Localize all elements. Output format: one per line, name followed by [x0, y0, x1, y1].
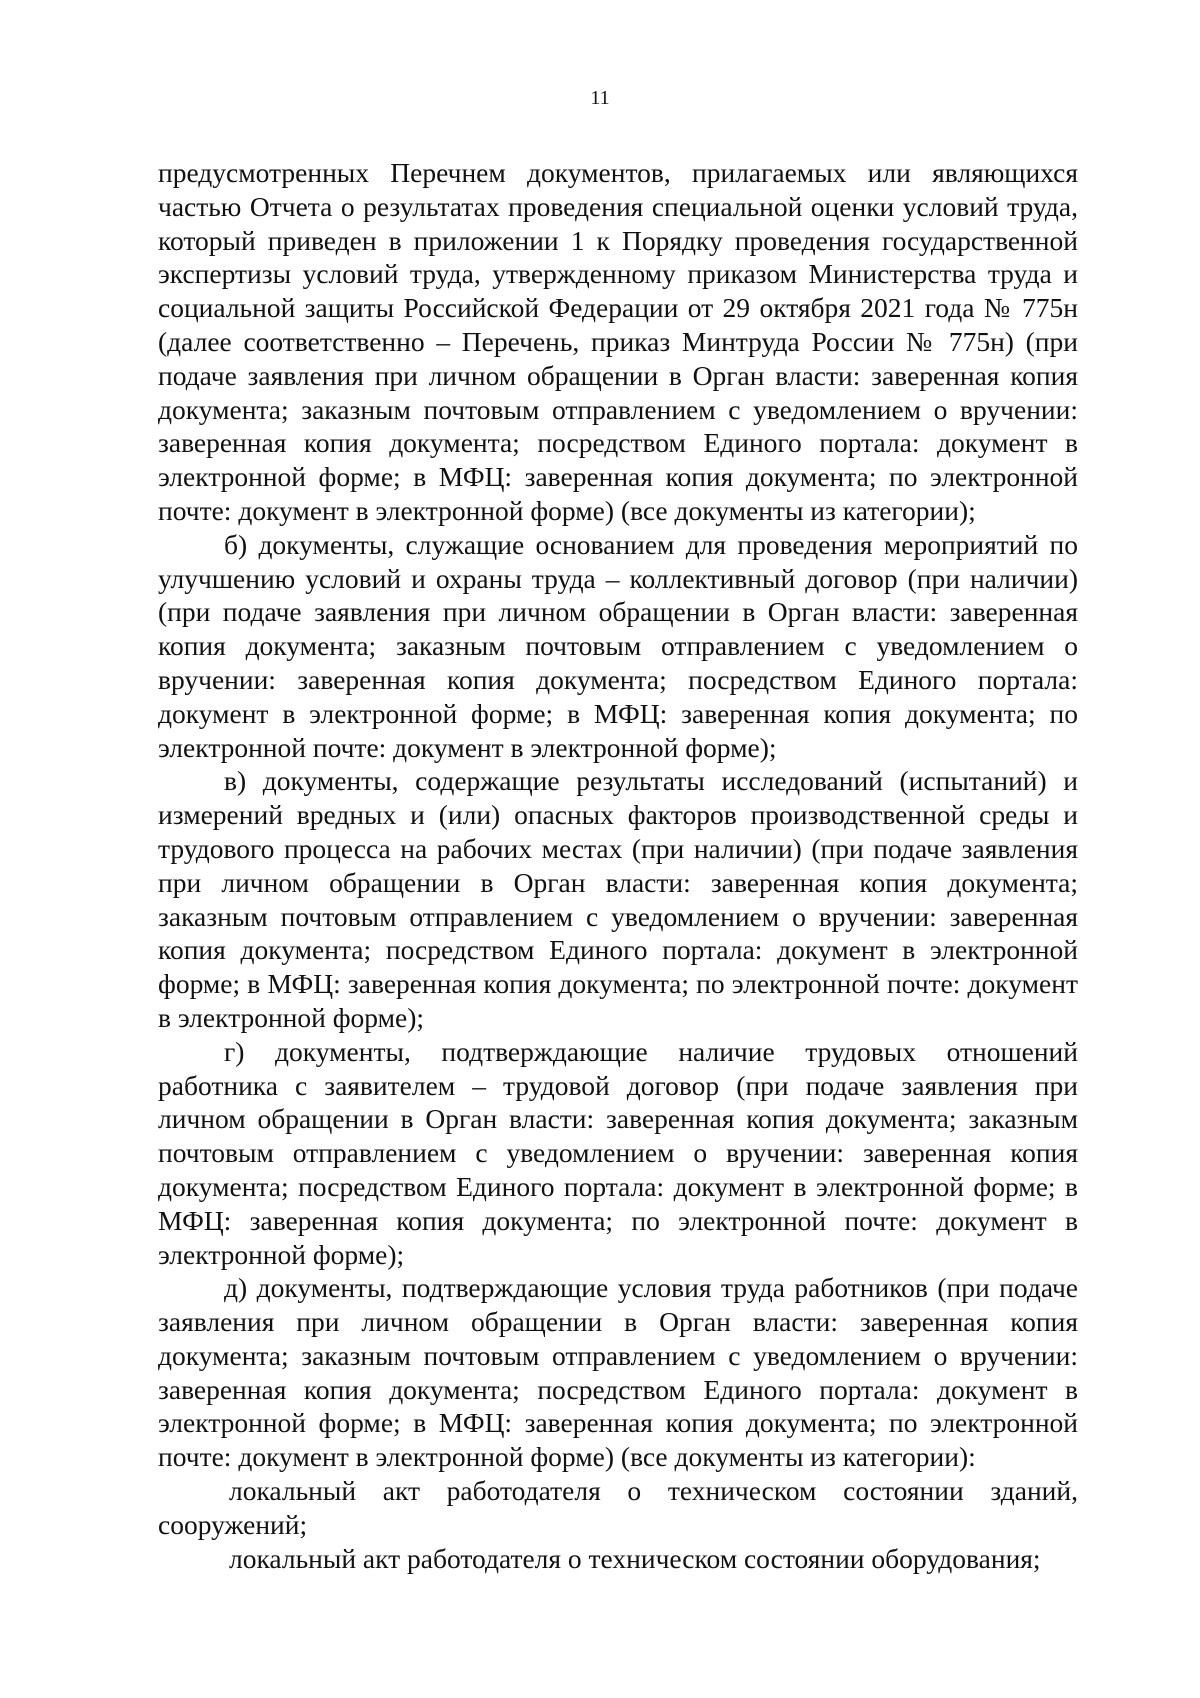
paragraph-item-g: г) документы, подтверждающие наличие трудовых отношений работника с заявителем – трудовой договор (при подаче заявления при личном обращении в Орган власти: заверенная копия документа; заказным почтовым отправлением с уведомлением о вручении: заверенная копия документа; посредством Единого портала: документ в электронной форме; в МФЦ: заверенная копия документа; по электронной почте: документ в электронной форме); — [158, 1035, 1078, 1270]
page-number: 11 — [590, 87, 610, 109]
paragraph-item-v: в) документы, содержащие результаты исследований (испытаний) и измерений вредных и (или) опасных факторов производственной среды и трудового процесса на рабочих местах (при наличии) (при подаче заявления при личном обращении в Орган власти: заверенная копия документа; заказным почтовым отправлением с уведомлением о вручении: заверенная копия документа; посредством Единого портала: документ в электронной форме; в МФЦ: заверенная копия документа; по электронной почте: документ в электронной форме); — [158, 765, 1078, 1033]
paragraph-item-b: б) документы, служащие основанием для проведения мероприятий по улучшению условий и охраны труда – коллективный договор (при наличии) (при подаче заявления при личном обращении в Орган власти: заверенная копия документа; заказным почтовым отправлением с уведомлением о вручении: заверенная копия документа; посредством Единого портала: документ в электронной форме; в МФЦ: заверенная копия документа; по электронной почте: документ в электронной форме); — [158, 528, 1078, 763]
paragraph-continuation: предусмотренных Перечнем документов, прилагаемых или являющихся частью Отчета о результатах проведения специальной оценки условий труда, который приведен в приложении 1 к Порядку проведения государственной экспертизы условий труда, утвержденному приказом Министерства труда и социальной защиты Российской Федерации от 29 октября 2021 года № 775н (далее соответственно – Перечень, приказ Минтруда России № 775н) (при подаче заявления при личном обращении в Орган власти: заверенная копия документа; заказным почтовым отправлением с уведомлением о вручении: заверенная копия документа; посредством Единого портала: документ в электронной форме; в МФЦ: заверенная копия документа; по электронной почте: документ в электронной форме) (все документы из категории); — [158, 157, 1078, 526]
paragraph-item-d: д) документы, подтверждающие условия труда работников (при подаче заявления при личном обращении в Орган власти: заверенная копия документа; заказным почтовым отправлением с уведомлением о вручении: заверенная копия документа; посредством Единого портала: документ в электронной форме; в МФЦ: заверенная копия документа; по электронной почте: документ в электронной форме) (все документы из категории): — [158, 1272, 1078, 1473]
document-body — [158, 156, 1078, 1575]
list-item-equipment-act: локальный акт работодателя о техническом состоянии оборудования; — [229, 1542, 1041, 1574]
list-item-buildings-act: локальный акт работодателя о техническом состоянии зданий, сооружений; — [158, 1475, 1078, 1540]
